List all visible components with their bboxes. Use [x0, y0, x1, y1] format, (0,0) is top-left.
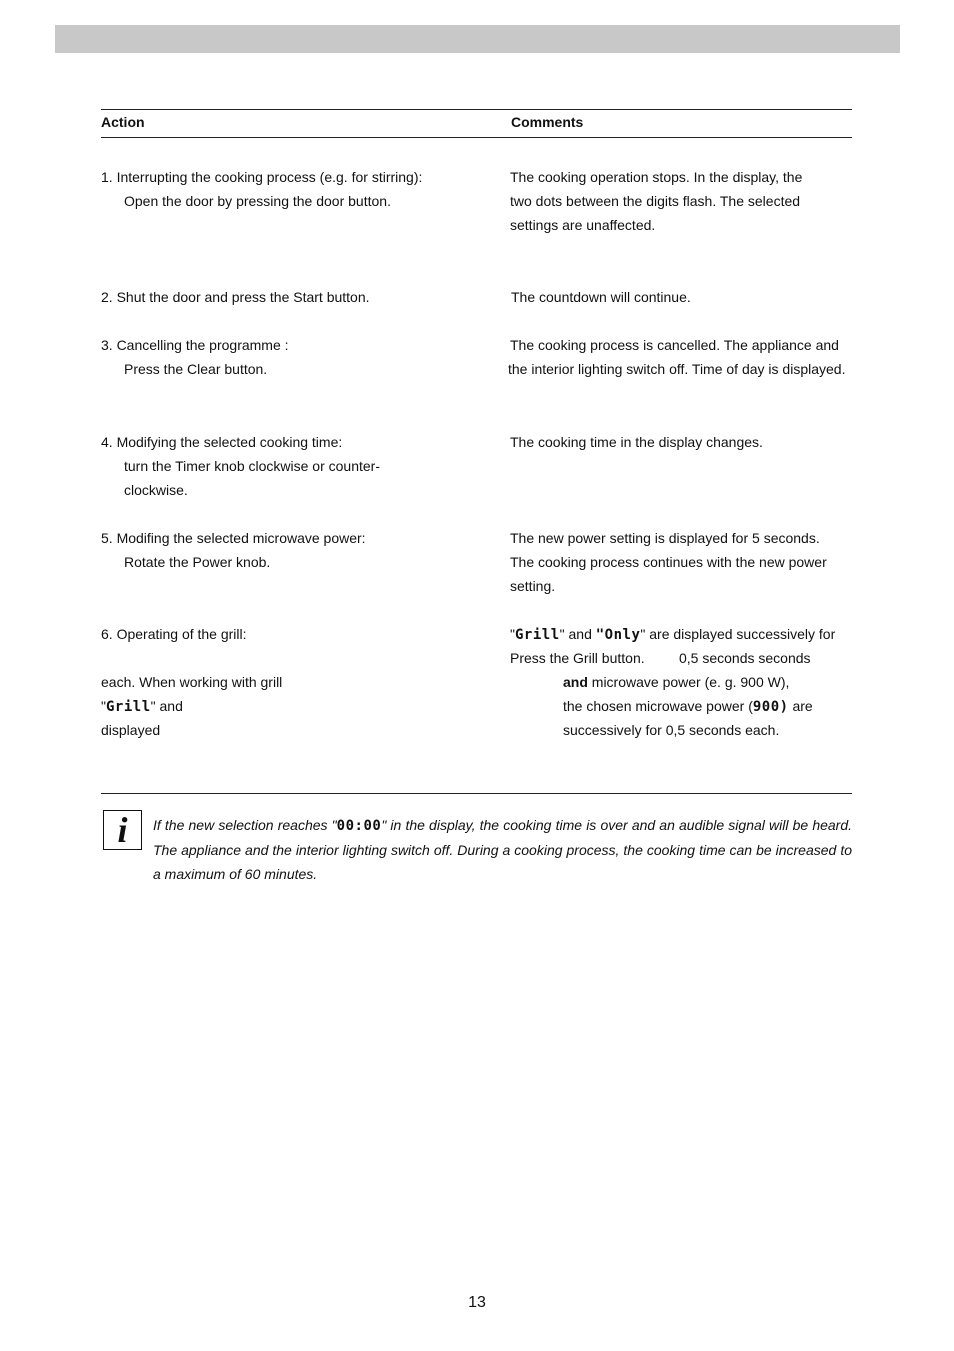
row-4-comment-line-1: The cooking time in the display changes.: [510, 434, 763, 450]
row-5-action-line-1: 5. Modifing the selected microwave power:: [101, 530, 366, 546]
row-1-action-line-2: Open the door by pressing the door button.: [124, 193, 391, 209]
row-1-comment-line-1: The cooking operation stops. In the display, the: [510, 169, 803, 185]
row-3-comment-line-1: The cooking process is cancelled. The appliance and: [510, 337, 839, 353]
column-header-action: Action: [101, 114, 145, 130]
row-4-action-line-2: turn the Timer knob clockwise or counter-: [124, 458, 380, 474]
page-number: 13: [468, 1294, 486, 1311]
row-6-seconds: 0,5 seconds seconds: [679, 650, 811, 666]
row-6-comment-line-5: successively for 0,5 seconds each.: [563, 722, 780, 738]
row-5-comment-line-2: The cooking process continues with the new power: [510, 554, 827, 570]
table-top-rule: [101, 109, 852, 110]
row-4-action-line-3: clockwise.: [124, 482, 188, 498]
row-6-action-line-4: "Grill" and: [101, 698, 183, 715]
row-6-press-grill: Press the Grill button.: [510, 650, 645, 666]
info-note: If the new selection reaches "00:00" in the display, the cooking time is over and an audible signal will be heard. The appliance and the interior lighting switch off. During a cooking process, the cooking time can be increased to a maximum of 60 minutes.: [153, 817, 853, 882]
row-5-comment-line-3: setting.: [510, 578, 556, 594]
info-i-icon: i: [103, 810, 142, 850]
row-3-comment-line-2: the interior lighting switch off. Time of day is displayed.: [508, 361, 846, 377]
lcd-only-text: "Only: [595, 627, 641, 643]
row-3-action-line-1: 3. Cancelling the programme :: [101, 337, 289, 353]
row-1-action-line-1: 1. Interrupting the cooking process (e.g. for stirring):: [101, 169, 423, 185]
row-6-comment-line-1: "Grill" and "Only" are displayed successively for: [510, 626, 836, 643]
lcd-power-text: 900): [752, 699, 789, 715]
note-rule: [101, 793, 852, 794]
row-2-action-line-1: 2. Shut the door and press the Start button.: [101, 289, 370, 305]
lcd-time-text: 00:00: [336, 818, 382, 834]
table-header-rule: [101, 137, 852, 138]
row-5-comment-line-1: The new power setting is displayed for 5 seconds.: [510, 530, 820, 546]
row-4-action-line-1: 4. Modifying the selected cooking time:: [101, 434, 343, 450]
row-1-comment-line-3: settings are unaffected.: [510, 217, 656, 233]
header-bar: [55, 25, 900, 53]
row-6-comment-line-4: the chosen microwave power (900) are: [563, 698, 813, 715]
row-3-action-line-2: Press the Clear button.: [124, 361, 268, 377]
row-6-comment-line-3: and microwave power (e. g. 900 W),: [563, 674, 790, 690]
row-6-action-line-5: displayed: [101, 722, 161, 738]
row-2-comment-line-1: The countdown will continue.: [511, 289, 691, 305]
row-6-action-title: 6. Operating of the grill:: [101, 626, 247, 642]
lcd-grill-text: Grill: [105, 699, 151, 715]
row-1-comment-line-2: two dots between the digits flash. The selected: [510, 193, 801, 209]
lcd-grill-text: Grill: [514, 627, 560, 643]
row-5-action-line-2: Rotate the Power knob.: [124, 554, 271, 570]
row-6-action-line-3: each. When working with grill: [101, 674, 283, 690]
column-header-comments: Comments: [511, 114, 584, 130]
